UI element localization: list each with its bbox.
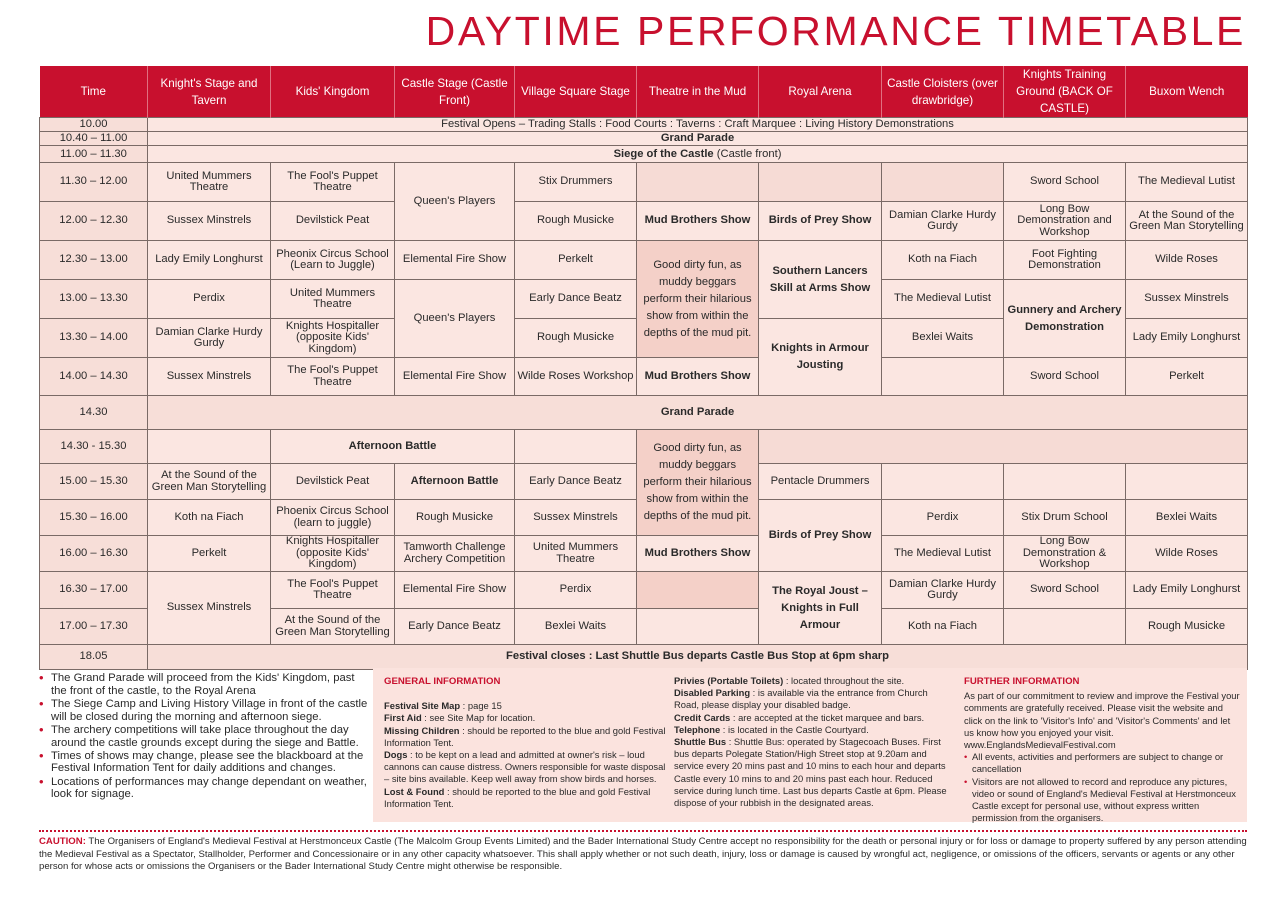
table-row	[40, 132, 1248, 146]
span-cell: Grand Parade	[148, 396, 1248, 430]
info-key: Telephone	[674, 723, 721, 735]
col-header: Theatre in the Mud	[637, 66, 759, 118]
time-cell: 16.00 – 16.30	[40, 536, 148, 572]
table-row	[40, 118, 1248, 132]
time-cell: 10.00	[40, 118, 148, 132]
slot-cell: Sussex Minstrels	[148, 572, 271, 645]
slot-cell: Mud Brothers Show	[637, 202, 759, 241]
info-value: : Shuttle Bus: operated by Stagecoach Buses. First bus departs Polegate Station/High Street stop at 9.20am and service every 20 mins past and 10 mins to each hour and departs Castle every 10 mins to and 20 mins past each hour. Reduced service during lunch time. Last bus departs Castle at 6pm. Please dispose of your rubbish in the designated areas.	[674, 736, 947, 809]
slot-cell: Birds of Prey Show	[759, 202, 882, 241]
time-cell: 13.00 – 13.30	[40, 280, 148, 319]
slot-cell: Perkelt	[1126, 358, 1248, 396]
span-cell: Afternoon Battle	[271, 430, 515, 464]
col-header: Castle Stage (Castle Front)	[395, 66, 515, 118]
time-cell: 14.30	[40, 396, 148, 430]
table-row	[40, 430, 1248, 464]
further-bullet: • Visitors are not allowed to record and reproduce any pictures, video or sound of England's Medieval Festival at Herstmonceux Castle except for personal use, without express written permission from the organisers.	[964, 776, 1241, 825]
divider	[39, 830, 1247, 832]
slot-cell	[1126, 464, 1248, 500]
slot-cell: Mud Brothers Show	[637, 358, 759, 396]
slot-cell: Mud Brothers Show	[637, 536, 759, 572]
slot-cell	[882, 464, 1004, 500]
slot-cell	[1004, 464, 1126, 500]
slot-cell: Knights in Armour Jousting	[759, 319, 882, 396]
slot-cell: Long Bow Demonstration & Workshop	[1004, 536, 1126, 572]
info-item	[674, 687, 952, 711]
further-heading: FURTHER INFORMATION	[964, 676, 1080, 687]
slot-cell: Sussex Minstrels	[1126, 280, 1248, 319]
slot-cell: Elemental Fire Show	[395, 358, 515, 396]
table-row	[40, 358, 1248, 396]
time-cell: 15.30 – 16.00	[40, 500, 148, 536]
slot-cell: Early Dance Beatz	[515, 464, 637, 500]
page-title: DAYTIME PERFORMANCE TIMETABLE	[425, 8, 1246, 54]
time-cell: 11.30 – 12.00	[40, 163, 148, 202]
info-item	[674, 724, 952, 736]
slot-cell: Devilstick Peat	[271, 202, 395, 241]
note-item: • The Grand Parade will proceed from the Kids' Kingdom, past the front of the castle, to the Royal Arena	[39, 672, 369, 697]
table-row	[40, 396, 1248, 430]
note-item: • Locations of performances may change dependant on weather, look for signage.	[39, 776, 369, 801]
info-panel	[373, 668, 1247, 822]
general-info	[384, 676, 666, 810]
slot-cell	[637, 609, 759, 645]
slot-cell: Sussex Minstrels	[148, 358, 271, 396]
siege-label: Siege of the Castle	[613, 147, 714, 160]
slot-cell: Southern Lancers Skill at Arms Show	[759, 241, 882, 319]
slot-cell: Pheonix Circus School (Learn to Juggle)	[271, 241, 395, 280]
slot-cell: Knights Hospitaller (opposite Kids' Kingdom)	[271, 536, 395, 572]
time-cell: 18.05	[40, 645, 148, 670]
col-header: Knight's Stage and Tavern	[148, 66, 271, 118]
slot-cell: Gunnery and Archery Demonstration	[1004, 280, 1126, 358]
table-row	[40, 146, 1248, 163]
slot-cell: Lady Emily Longhurst	[148, 241, 271, 280]
general-heading: GENERAL INFORMATION	[384, 676, 501, 687]
time-cell: 10.40 – 11.00	[40, 132, 148, 146]
span-cell: Festival Opens – Trading Stalls : Food Courts : Taverns : Craft Marquee : Living History Demonstrations	[148, 118, 1248, 132]
info-key: First Aid	[384, 712, 422, 724]
slot-cell: United Mummers Theatre	[271, 280, 395, 319]
info-key: Credit Cards	[674, 711, 731, 723]
col-header: Knights Training Ground (BACK OF CASTLE)	[1004, 66, 1126, 118]
col-header: Castle Cloisters (over drawbridge)	[882, 66, 1004, 118]
notes-list	[39, 672, 369, 802]
info-item	[384, 712, 666, 724]
slot-cell: Stix Drum School	[1004, 500, 1126, 536]
slot-cell	[1004, 609, 1126, 645]
slot-cell: Koth na Fiach	[882, 241, 1004, 280]
info-value: : is available via the entrance from Church Road, please display your disabled badge.	[674, 687, 928, 711]
table-row	[40, 163, 1248, 202]
time-cell: 11.00 – 11.30	[40, 146, 148, 163]
slot-cell	[759, 163, 882, 202]
slot-cell: Tamworth Challenge Archery Competition	[395, 536, 515, 572]
span-cell: Festival closes : Last Shuttle Bus departs Castle Bus Stop at 6pm sharp	[148, 645, 1248, 670]
header-row	[40, 66, 1248, 118]
slot-cell: Sword School	[1004, 572, 1126, 609]
span-cell	[759, 430, 1248, 464]
slot-cell: Lady Emily Longhurst	[1126, 319, 1248, 358]
span-cell	[148, 146, 1248, 163]
slot-cell: Elemental Fire Show	[395, 241, 515, 280]
time-cell: 17.00 – 17.30	[40, 609, 148, 645]
time-cell: 13.30 – 14.00	[40, 319, 148, 358]
info-key: Privies (Portable Toilets)	[674, 675, 784, 686]
info-value: : should be reported to the blue and gold Festival Information Tent.	[384, 724, 666, 748]
info-value: : should be reported to the blue and gold Festival Information Tent.	[384, 785, 651, 809]
caution-label: CAUTION:	[39, 836, 86, 847]
table-row	[40, 572, 1248, 609]
slot-cell: Elemental Fire Show	[395, 572, 515, 609]
info-value: : page 15	[460, 700, 502, 712]
siege-note: (Castle front)	[713, 147, 782, 160]
info-key: Lost & Found	[384, 785, 445, 797]
slot-cell: Wilde Roses Workshop	[515, 358, 637, 396]
info-value: : located throughout the site.	[783, 675, 905, 686]
info-key: Shuttle Bus	[674, 736, 727, 748]
further-info	[964, 676, 1241, 824]
slot-cell: Damian Clarke Hurdy Gurdy	[882, 202, 1004, 241]
slot-cell: Early Dance Beatz	[395, 609, 515, 645]
further-bullet: • All events, activities and performers are subject to change or cancellation	[964, 751, 1241, 775]
table-row	[40, 645, 1248, 670]
span-cell: Grand Parade	[148, 132, 1248, 146]
timetable	[39, 66, 1248, 670]
caution-body: The Organisers of England's Medieval Festival at Herstmonceux Castle (The Malcolm Group Events Limited) and the Bader International Study Centre accept no responsibility for the death or personal injury or for loss or damage to property suffered by any person attending the Medieval Festival as a Spectator, Stallholder, Performer and Concessionaire or in any other capacity whatsoever. This shall apply whether or not such death, injury, loss or damage is caused by wrongful act, negligence, or omissions of the officers, servants or agents or any other person for whose acts or omissions the Organisers or the Bader International Study Centre might otherwise be responsible.	[39, 836, 1247, 873]
slot-cell: Long Bow Demonstration and Workshop	[1004, 202, 1126, 241]
slot-cell: At the Sound of the Green Man Storytelling	[148, 464, 271, 500]
slot-cell	[637, 572, 759, 609]
col-header: Kids' Kingdom	[271, 66, 395, 118]
slot-cell: Rough Musicke	[1126, 609, 1248, 645]
info-item	[674, 712, 952, 724]
slot-cell: At the Sound of the Green Man Storytelling	[1126, 202, 1248, 241]
note-item: • The archery competitions will take place throughout the day around the castle grounds except during the siege and Battle.	[39, 724, 369, 749]
slot-cell: The Fool's Puppet Theatre	[271, 572, 395, 609]
info-value: : to be kept on a lead and admitted at owner's risk – loud cannons can cause distress. Owners responsible for waste disposal – site bins available. Keep well away from show birds and horses.	[384, 749, 666, 785]
slot-cell: Rough Musicke	[395, 500, 515, 536]
slot-cell	[882, 358, 1004, 396]
slot-cell	[515, 430, 637, 464]
slot-cell: Sword School	[1004, 358, 1126, 396]
col-header: Buxom Wench	[1126, 66, 1248, 118]
slot-cell: Pentacle Drummers	[759, 464, 882, 500]
slot-cell: Bexlei Waits	[515, 609, 637, 645]
info-value: : is located in the Castle Courtyard.	[720, 723, 869, 735]
slot-cell: The Fool's Puppet Theatre	[271, 163, 395, 202]
slot-cell: Sussex Minstrels	[148, 202, 271, 241]
slot-cell: Birds of Prey Show	[759, 500, 882, 572]
slot-cell: Damian Clarke Hurdy Gurdy	[148, 319, 271, 358]
slot-cell: Sword School	[1004, 163, 1126, 202]
info-value: : are accepted at the ticket marquee and bars.	[730, 711, 925, 723]
info-item	[674, 675, 952, 687]
caution-text	[39, 836, 1249, 874]
table-row	[40, 241, 1248, 280]
slot-cell: The Fool's Puppet Theatre	[271, 358, 395, 396]
slot-cell: Perdix	[515, 572, 637, 609]
info-item	[384, 749, 666, 786]
slot-cell: Queen's Players	[395, 163, 515, 241]
slot-cell	[148, 430, 271, 464]
slot-cell: Good dirty fun, as muddy beggars perform their hilarious show from within the depths of the mud pit.	[637, 241, 759, 358]
slot-cell: Wilde Roses	[1126, 241, 1248, 280]
time-cell: 15.00 – 15.30	[40, 464, 148, 500]
slot-cell: At the Sound of the Green Man Storytelling	[271, 609, 395, 645]
slot-cell: United Mummers Theatre	[515, 536, 637, 572]
slot-cell: Rough Musicke	[515, 319, 637, 358]
info-key: Festival Site Map	[384, 700, 461, 712]
slot-cell: Koth na Fiach	[148, 500, 271, 536]
slot-cell: Perkelt	[148, 536, 271, 572]
slot-cell: Good dirty fun, as muddy beggars perform their hilarious show from within the depths of the mud pit.	[637, 430, 759, 536]
note-item: • Times of shows may change, please see the blackboard at the Festival Information Tent for daily additions and changes.	[39, 750, 369, 775]
time-cell: 14.00 – 14.30	[40, 358, 148, 396]
slot-cell: Stix Drummers	[515, 163, 637, 202]
slot-cell: The Medieval Lutist	[1126, 163, 1248, 202]
slot-cell: Queen's Players	[395, 280, 515, 358]
time-cell: 16.30 – 17.00	[40, 572, 148, 609]
further-text: As part of our commitment to review and improve the Festival your comments are gratefully received. Please visit the website and click on the link to 'Visitor's Info' and 'Visitor's Comments' and let us know how you enjoyed your visit. www.EnglandsMedievalFestival.com	[964, 690, 1240, 751]
slot-cell: Perdix	[882, 500, 1004, 536]
slot-cell: Sussex Minstrels	[515, 500, 637, 536]
slot-cell: Wilde Roses	[1126, 536, 1248, 572]
slot-cell: Perdix	[148, 280, 271, 319]
slot-cell: The Medieval Lutist	[882, 536, 1004, 572]
slot-cell: Bexlei Waits	[882, 319, 1004, 358]
info-key: Disabled Parking	[674, 687, 751, 699]
info-key: Missing Children	[384, 724, 460, 736]
slot-cell	[637, 163, 759, 202]
slot-cell: Bexlei Waits	[1126, 500, 1248, 536]
slot-cell: United Mummers Theatre	[148, 163, 271, 202]
col-header: Time	[40, 66, 148, 118]
slot-cell	[882, 163, 1004, 202]
general-info-2	[674, 675, 952, 809]
slot-cell: Early Dance Beatz	[515, 280, 637, 319]
info-value: : see Site Map for location.	[421, 712, 536, 724]
time-cell: 12.00 – 12.30	[40, 202, 148, 241]
slot-cell: Damian Clarke Hurdy Gurdy	[882, 572, 1004, 609]
time-cell: 12.30 – 13.00	[40, 241, 148, 280]
slot-cell: Knights Hospitaller (opposite Kids' Kingdom)	[271, 319, 395, 358]
slot-cell: The Medieval Lutist	[882, 280, 1004, 319]
info-key: Dogs	[384, 749, 408, 761]
slot-cell: Phoenix Circus School (learn to juggle)	[271, 500, 395, 536]
time-cell: 14.30 - 15.30	[40, 430, 148, 464]
slot-cell: Lady Emily Longhurst	[1126, 572, 1248, 609]
slot-cell: Koth na Fiach	[882, 609, 1004, 645]
slot-cell: The Royal Joust – Knights in Full Armour	[759, 572, 882, 645]
slot-cell: Foot Fighting Demonstration	[1004, 241, 1126, 280]
slot-cell: Perkelt	[515, 241, 637, 280]
table-row	[40, 536, 1248, 572]
info-item	[384, 725, 666, 749]
info-item	[384, 700, 666, 712]
info-item	[674, 736, 952, 809]
col-header: Village Square Stage	[515, 66, 637, 118]
slot-cell: Rough Musicke	[515, 202, 637, 241]
col-header: Royal Arena	[759, 66, 882, 118]
info-item	[384, 786, 666, 810]
note-item: • The Siege Camp and Living History Village in front of the castle will be closed during the morning and afternoon siege.	[39, 698, 369, 723]
table-row	[40, 202, 1248, 241]
slot-cell: Devilstick Peat	[271, 464, 395, 500]
slot-cell: Afternoon Battle	[395, 464, 515, 500]
